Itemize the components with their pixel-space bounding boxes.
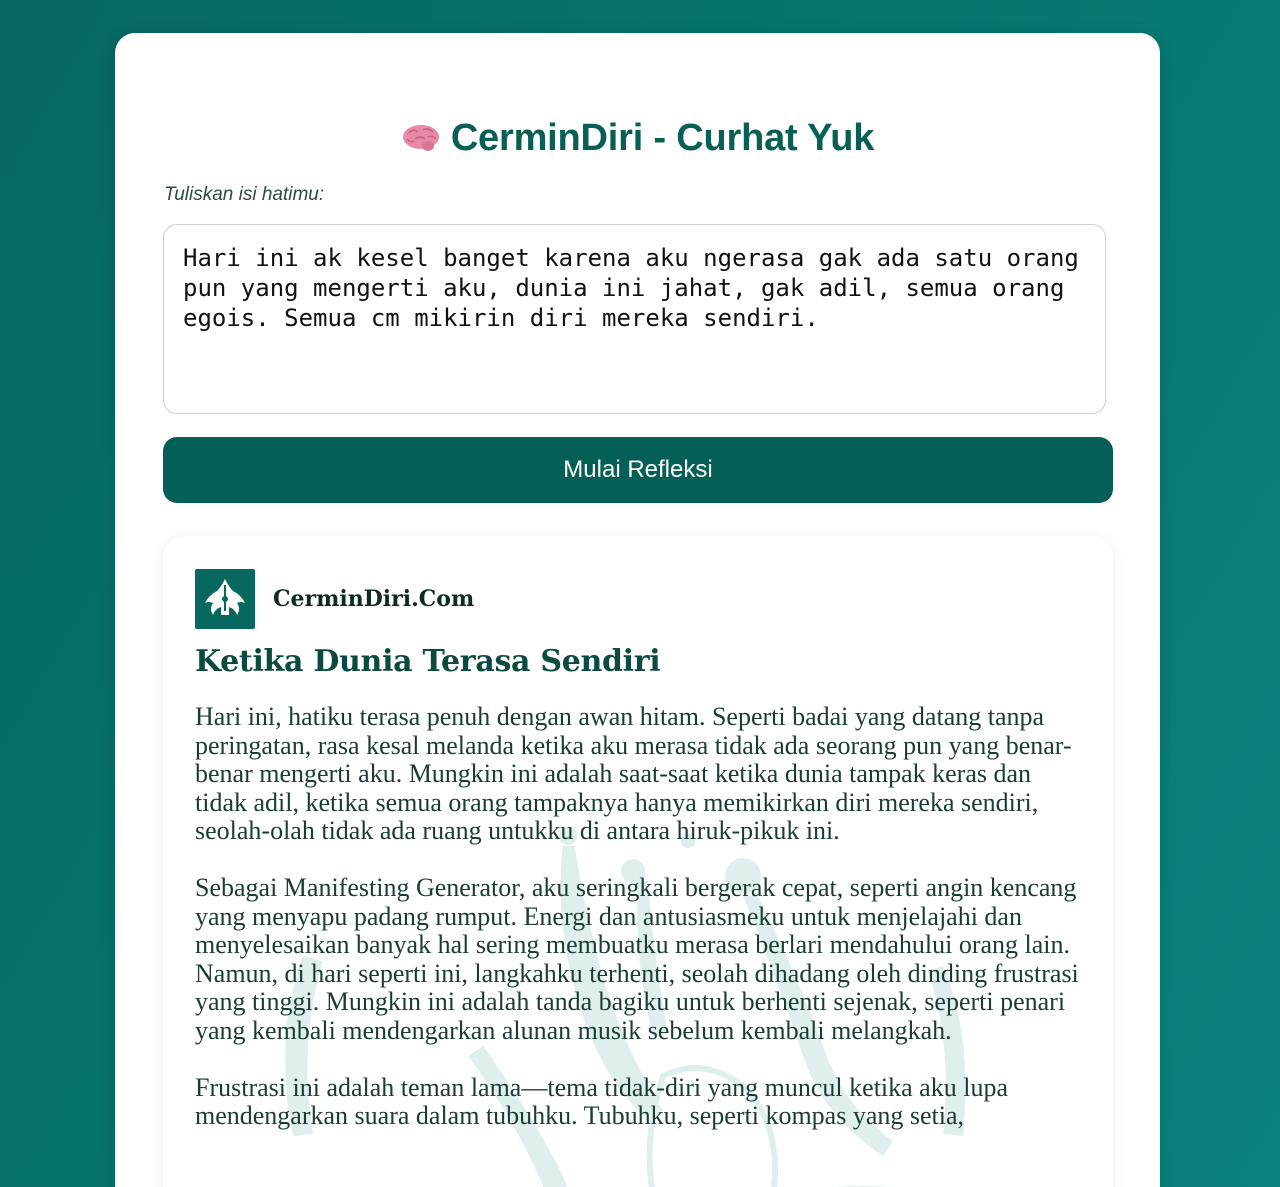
article-body [195,703,1085,1159]
input-label: Tuliskan isi hatimu: [164,184,325,205]
start-reflection-button[interactable]: Mulai Refleksi [163,437,1113,503]
main-card [115,33,1160,1187]
article-paragraph: Frustrasi ini adalah teman lama—tema tidak-diri yang muncul ketika aku lupa mendengarkan suara dalam tubuhku. Tubuhku, seperti kompas yang setia, [195,1072,1008,1130]
cermindiri-logo-icon [195,569,255,629]
reflection-result-card [163,536,1113,1187]
page-title-text: CerminDiri - Curhat Yuk [450,117,875,159]
page-title [115,117,1160,160]
article-title: Ketika Dunia Terasa Sendiri [195,644,661,679]
article-paragraph: Hari ini, hatiku terasa penuh dengan awan hitam. Seperti badai yang datang tanpa peringatan, rasa kesal melanda ketika aku merasa tidak ada seorang pun yang benar-benar mengerti aku. Mungkin ini adalah saat-saat ketika dunia tampak keras dan tidak adil, ketika semua orang tampaknya hanya memikirkan diri mereka sendiri, seolah-olah tidak ada ruang untukku di antara hiruk-pikuk ini. [195,702,1072,845]
brain-icon [401,120,441,150]
curhat-textarea[interactable] [163,224,1106,414]
article-paragraph: Sebagai Manifesting Generator, aku seringkali bergerak cepat, seperti angin kencang yang menyapu padang rumput. Energi dan antusiasmeku untuk menjelajahi dan menyelesaikan banyak hal sering membuatku merasa berlari mendahului orang lain. Namun, di hari seperti ini, langkahku terhenti, seolah dihadang oleh dinding frustrasi yang tinggi. Mungkin ini adalah tanda bagiku untuk berhenti sejenak, seperti penari yang kembali mendengarkan alunan musik sebelum kembali melangkah. [195,873,1079,1045]
brand-header [195,569,474,629]
brand-name: CerminDiri.Com [273,586,475,612]
